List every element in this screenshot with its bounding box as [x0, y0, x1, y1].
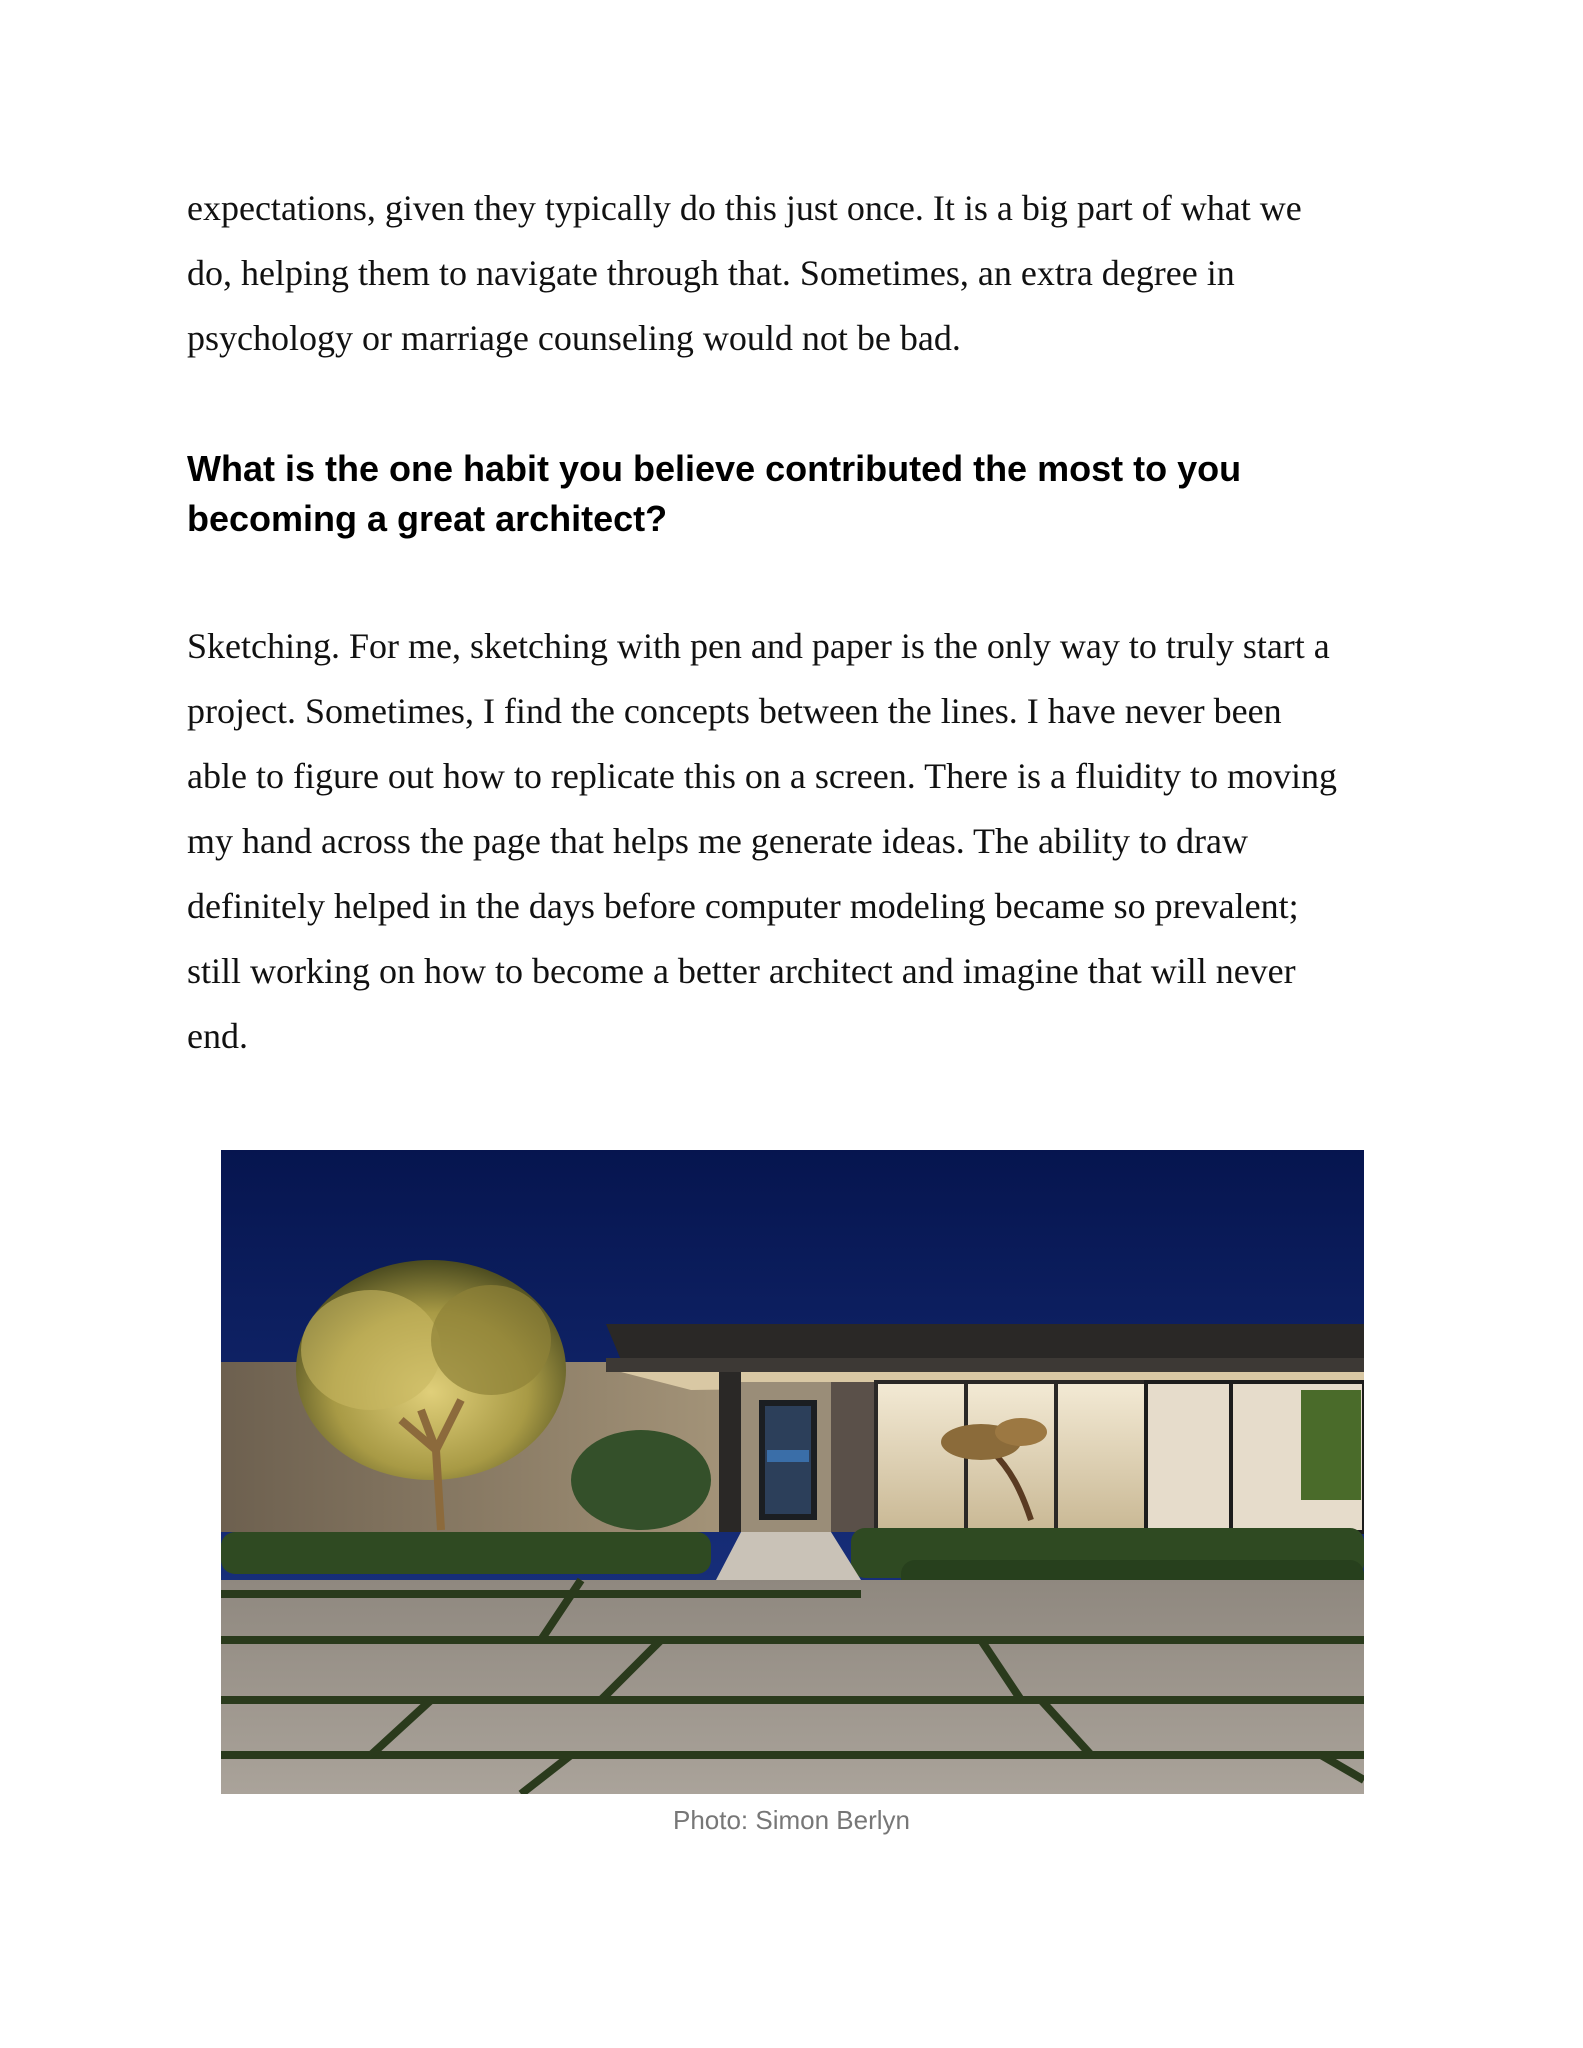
- paragraph-line: do, helping them to navigate through that. Sometimes, an extra degree in: [187, 253, 1235, 293]
- paragraph-line: end.: [187, 1016, 248, 1056]
- house-photo: [221, 1150, 1364, 1794]
- hedge-left: [221, 1532, 711, 1574]
- glass-living-room: [876, 1382, 1146, 1532]
- paving: [221, 1580, 1364, 1794]
- paragraph-line: psychology or marriage counseling would not be bad.: [187, 318, 961, 358]
- pool-glimpse: [767, 1450, 809, 1462]
- paragraph-line: able to figure out how to replicate this on a screen. There is a fluidity to moving: [187, 756, 1338, 796]
- photo-caption: Photo: Simon Berlyn: [672, 1805, 910, 1835]
- heading-line: What is the one habit you believe contributed the most to you: [187, 448, 1242, 489]
- paragraph-line: project. Sometimes, I find the concepts between the lines. I have never been: [187, 691, 1282, 731]
- paragraph-line: Sketching. For me, sketching with pen and paper is the only way to truly start a: [187, 626, 1330, 666]
- side-bush: [571, 1430, 711, 1530]
- roof-fascia: [606, 1358, 1364, 1372]
- stone-panel: [831, 1382, 876, 1532]
- paragraph-line: definitely helped in the days before computer modeling became so prevalent;: [187, 886, 1299, 926]
- heading-line: becoming a great architect?: [187, 498, 668, 539]
- house-photo-illustration: [221, 1150, 1364, 1794]
- paragraph-line: my hand across the page that helps me generate ideas. The ability to draw: [187, 821, 1248, 861]
- body-paragraph-1: [187, 176, 1417, 371]
- green-wall: [1301, 1390, 1361, 1500]
- body-paragraph-2: [187, 614, 1417, 1069]
- dark-column: [719, 1372, 741, 1532]
- interview-question-heading: [187, 444, 1417, 544]
- paragraph-line: still working on how to become a better architect and imagine that will never: [187, 951, 1296, 991]
- paragraph-line: expectations, given they typically do this just once. It is a big part of what we: [187, 188, 1302, 228]
- roof-slab: [606, 1324, 1364, 1360]
